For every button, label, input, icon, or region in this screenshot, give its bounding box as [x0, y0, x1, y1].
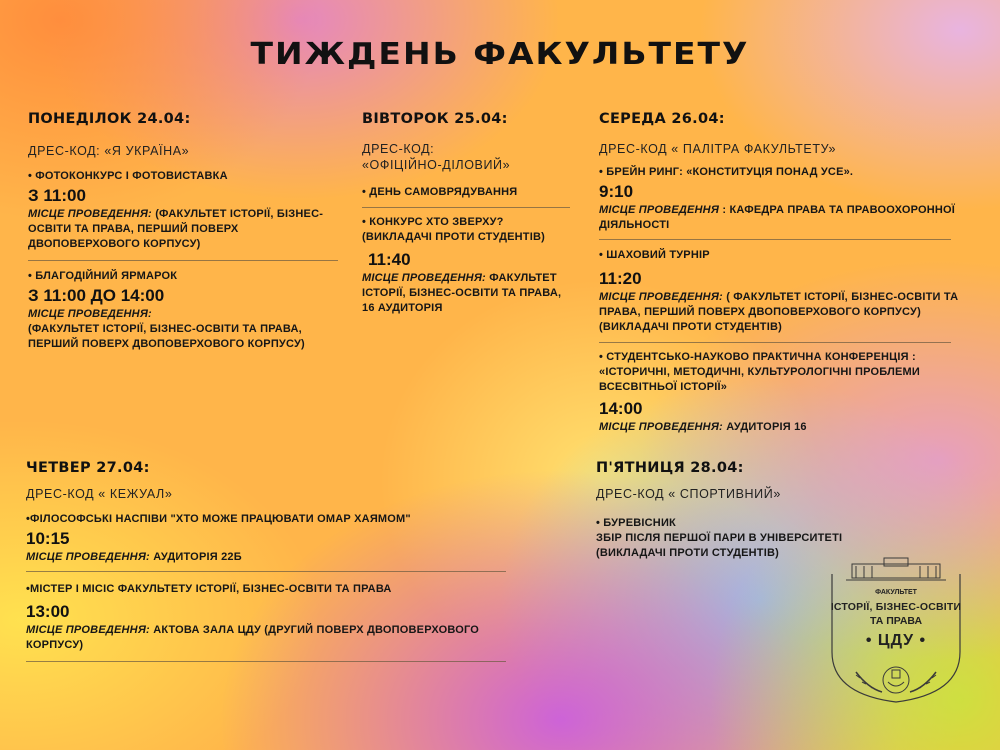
place-label: МІСЦЕ ПРОВЕДЕННЯ: — [599, 291, 723, 303]
place-value: ФАКУЛЬТЕТ ІСТОРІЇ, БІЗНЕС-ОСВІТИ ТА ПРАВА, 16 АУДИТОРІЯ — [362, 272, 562, 314]
thursday-section — [26, 460, 508, 662]
wednesday-dress-code: ДРЕС-КОД « ПАЛІТРА ФАКУЛЬТЕТУ» — [599, 142, 837, 156]
thursday-dress-code: ДРЕС-КОД « КЕЖУАЛ» — [26, 487, 173, 501]
place-label: МІСЦЕ ПРОВЕДЕННЯ: — [26, 624, 150, 636]
tuesday-event-selfgov-title: • ДЕНЬ САМОВРЯДУВАННЯ — [362, 186, 518, 198]
monday-event-fair-title: • БЛАГОДІЙНИЙ ЯРМАРОК — [28, 270, 178, 282]
place-label: МІСЦЕ ПРОВЕДЕННЯ: — [362, 272, 486, 284]
place-value: АУДИТОРІЯ 22Б — [153, 551, 242, 563]
wednesday-event-conference-place — [599, 420, 974, 435]
friday-event-teams: (ВИКЛАДАЧІ ПРОТИ СТУДЕНТІВ) — [596, 547, 779, 559]
wednesday-event-chess-place — [599, 290, 974, 335]
friday-event-title: • БУРЕВІСНИК — [596, 517, 676, 529]
faculty-logo — [826, 556, 966, 706]
monday-heading: ПОНЕДІЛОК 24.04: — [28, 111, 191, 127]
dress-code-label: ДРЕС-КОД: — [362, 142, 435, 156]
monday-event-photo-place — [28, 207, 340, 252]
thursday-event-mister-time: 13:00 — [26, 602, 70, 621]
wednesday-event-conference-title: • СТУДЕНТСЬКО-НАУКОВО ПРАКТИЧНА КОНФЕРЕНЦІЯ : «ІСТОРИЧНІ, МЕТОДИЧНІ, КУЛЬТУРОЛОГІЧНІ ПРОБЛЕМИ ВСЕСВІТНЬОЇ ІСТОРІЇ» — [599, 351, 920, 393]
thursday-event-mister-title: •МІСТЕР І МІСІС ФАКУЛЬТЕТУ ІСТОРІЇ, БІЗНЕС-ОСВІТИ ТА ПРАВА — [26, 583, 392, 595]
logo-line-2: ТА ПРАВА — [869, 615, 923, 627]
tuesday-section — [362, 111, 572, 316]
place-label: МІСЦЕ ПРОВЕДЕННЯ: — [599, 421, 723, 433]
tuesday-dress-code — [362, 141, 572, 173]
place-label: МІСЦЕ ПРОВЕДЕННЯ: — [28, 208, 152, 220]
place-value: АКТОВА ЗАЛА ЦДУ (ДРУГИЙ ПОВЕРХ ДВОПОВЕРХОВОГО КОРПУСУ) — [26, 624, 480, 651]
logo-faculty-text: ФАКУЛЬТЕТ — [875, 589, 917, 596]
friday-event-gathering: ЗБІР ПІСЛЯ ПЕРШОЇ ПАРИ В УНІВЕРСИТЕТІ — [596, 532, 843, 544]
monday-event-fair-time: З 11:00 ДО 14:00 — [28, 286, 165, 305]
place-value: АУДИТОРІЯ 16 — [726, 421, 807, 433]
wednesday-event-brainring-place — [599, 203, 974, 233]
friday-heading: П'ЯТНИЦЯ 28.04: — [596, 460, 744, 476]
wednesday-heading: СЕРЕДА 26.04: — [599, 111, 725, 127]
place-label: МІСЦЕ ПРОВЕДЕННЯ — [599, 204, 720, 216]
divider — [362, 207, 570, 208]
wednesday-section — [599, 111, 974, 435]
monday-section — [28, 111, 340, 352]
divider — [599, 239, 951, 240]
dress-code-value: «ОФІЦІЙНО-ДІЛОВИЙ» — [362, 158, 511, 172]
friday-section — [596, 460, 896, 561]
place-value: : КАФЕДРА ПРАВА ТА ПРАВООХОРОННОЇ ДІЯЛЬНОСТІ — [599, 204, 956, 231]
thursday-heading: ЧЕТВЕР 27.04: — [26, 460, 150, 476]
divider — [26, 661, 506, 662]
monday-event-fair-place — [28, 307, 340, 352]
place-value: (ФАКУЛЬТЕТ ІСТОРІЇ, БІЗНЕС-ОСВІТИ ТА ПРАВА, ПЕРШИЙ ПОВЕРХ ДВОПОВЕРХОВОГО КОРПУСУ) — [28, 323, 305, 350]
thursday-event-poetry-time: 10:15 — [26, 529, 70, 548]
logo-line-1: ІСТОРІЇ, БІЗНЕС-ОСВІТИ — [830, 601, 962, 613]
place-label: МІСЦЕ ПРОВЕДЕННЯ: — [26, 551, 150, 563]
tuesday-event-contest-place — [362, 271, 572, 316]
place-value: (ФАКУЛЬТЕТ ІСТОРІЇ, БІЗНЕС-ОСВІТИ ТА ПРАВА, ПЕРШИЙ ПОВЕРХ ДВОПОВЕРХОВОГО КОРПУСУ) — [28, 208, 324, 250]
faculty-building-emblem-icon — [826, 556, 966, 706]
divider — [26, 571, 506, 572]
place-value: ( ФАКУЛЬТЕТ ІСТОРІЇ, БІЗНЕС-ОСВІТИ ТА ПРАВА, ПЕРШИЙ ПОВЕРХ ДВОПОВЕРХОВОГО КОРПУСУ) (ВИКЛАДАЧІ ПРОТИ СТУДЕНТІВ) — [599, 291, 959, 333]
monday-event-photo-title: • ФОТОКОНКУРС І ФОТОВИСТАВКА — [28, 170, 228, 182]
thursday-event-poetry-title: •ФІЛОСОФСЬКІ НАСПІВИ "ХТО МОЖЕ ПРАЦЮВАТИ ОМАР ХАЯМОМ" — [26, 513, 411, 525]
thursday-event-mister-place — [26, 623, 508, 653]
wednesday-event-chess-time: 11:20 — [599, 269, 642, 288]
tuesday-event-contest-time: 11:40 — [368, 250, 411, 269]
tuesday-event-contest-title: • КОНКУРС ХТО ЗВЕРХУ? (ВИКЛАДАЧІ ПРОТИ СТУДЕНТІВ) — [362, 216, 545, 243]
wednesday-event-conference-time: 14:00 — [599, 399, 643, 418]
wednesday-event-chess-title: • ШАХОВИЙ ТУРНІР — [599, 249, 710, 261]
tuesday-heading: ВІВТОРОК 25.04: — [362, 111, 508, 127]
thursday-event-poetry-place — [26, 550, 508, 565]
friday-dress-code: ДРЕС-КОД « СПОРТИВНИЙ» — [596, 487, 781, 501]
place-label: МІСЦЕ ПРОВЕДЕННЯ: — [28, 308, 152, 320]
page-title: ТИЖДЕНЬ ФАКУЛЬТЕТУ — [250, 35, 750, 72]
wednesday-event-brainring-time: 9:10 — [599, 182, 634, 201]
monday-event-photo-time: З 11:00 — [28, 186, 86, 205]
wednesday-event-brainring-title: • БРЕЙН РИНГ: «КОНСТИТУЦІЯ ПОНАД УСЕ». — [599, 166, 854, 178]
divider — [599, 342, 951, 343]
logo-line-3: • ЦДУ • — [865, 632, 927, 649]
divider — [28, 260, 338, 261]
monday-dress-code: ДРЕС-КОД: «Я УКРАЇНА» — [28, 144, 190, 158]
